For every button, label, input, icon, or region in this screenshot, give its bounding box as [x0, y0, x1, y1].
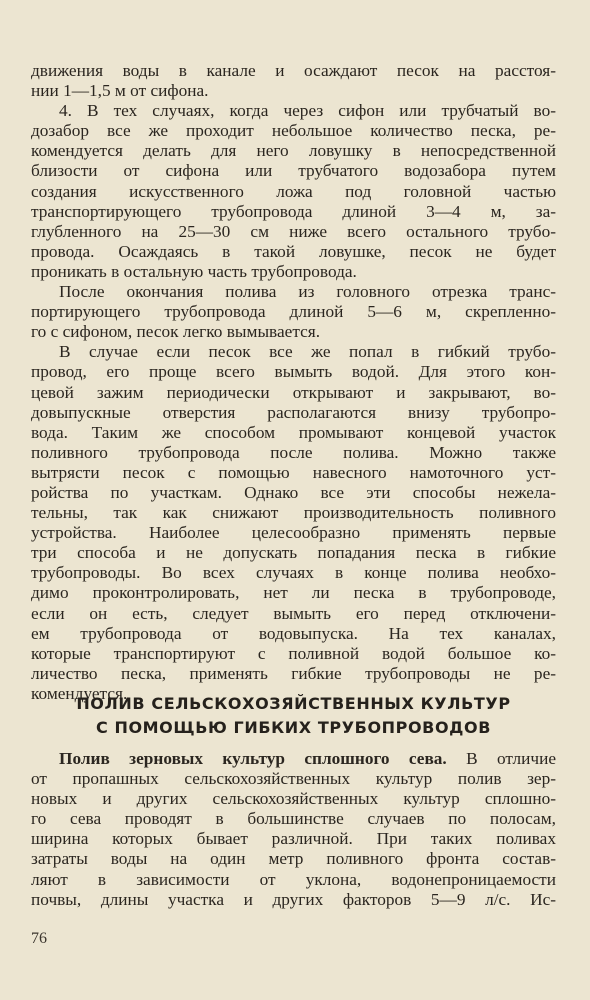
text-line: близости от сифона или трубчатого водозабора путем [31, 161, 556, 181]
paragraph-start-line: После окончания полива из головного отрезка транс- [59, 282, 556, 302]
text-line: нии 1—1,5 м от сифона. [31, 81, 209, 101]
text-line: от пропашных сельскохозяйственных культур полив зер- [31, 769, 556, 789]
text-line: го сева проводят в большинстве случаев по полосам, [31, 809, 556, 829]
text-line: ляют в зависимости от уклона, водонепроницаемости [31, 869, 556, 889]
paragraph-lead-rest: В отличие [446, 749, 556, 768]
text-line: глубленного на 25—30 см ниже всего остального трубо- [31, 221, 556, 241]
text-line: ем трубопровода от водовыпуска. На тех каналах, [31, 623, 556, 643]
text-line: движения воды в канале и осаждают песок на расстоя- [31, 61, 556, 80]
text-line: комендуется делать для него ловушку в непосредственной [31, 141, 556, 161]
body-text [31, 61, 556, 704]
paragraph-start-line: В случае если песок все же попал в гибкий трубо- [59, 342, 556, 362]
page-number: 76 [31, 930, 47, 947]
text-line: го с сифоном, песок легко вымывается. [31, 322, 321, 342]
section-heading-line-2: С ПОМОЩЬЮ ГИБКИХ ТРУБОПРОВОДОВ [95, 718, 492, 737]
section-body-text [31, 749, 556, 910]
text-line: портирующего трубопровода длиной 5—6 м, скрепленно- [31, 302, 556, 322]
text-line: личество песка, применять гибкие трубопроводы не ре- [31, 663, 556, 683]
text-line: затраты воды на один метр поливного фронта состав- [31, 849, 556, 869]
text-line: ширина которых бывает различной. При таких поливах [31, 829, 556, 849]
text-line: трубопроводы. Во всех случаях в конце полива необхо- [31, 563, 556, 583]
text-line: вода. Таким же способом промывают концевой участок [31, 422, 556, 442]
text-line: дозабор все же проходит небольшое количество песка, ре- [31, 121, 556, 141]
section-heading [31, 692, 556, 740]
text-line: если он есть, следует вымыть его перед отключени- [31, 603, 556, 623]
text-line: создания искусственного ложа под головной частью [31, 181, 556, 201]
paragraph-start-line [31, 749, 556, 769]
text-line: тельны, так как снижают производительность поливного [31, 503, 556, 523]
text-line: комендуется. [31, 683, 128, 703]
text-line: новых и других сельскохозяйственных культур сплошно- [31, 789, 556, 809]
text-line: провода. Осаждаясь в такой ловушке, песок не будет [31, 241, 556, 261]
paragraph-lead-title: Полив зерновых культур сплошного сева. [59, 749, 447, 768]
text-line: проникать в остальную часть трубопровода. [31, 261, 357, 281]
text-line: димо проконтролировать, нет ли песка в трубопроводе, [31, 583, 556, 603]
text-line: ройства по участкам. Однако все эти способы нежела- [31, 482, 556, 502]
paragraph-start-line: 4. В тех случаях, когда через сифон или трубчатый во- [59, 101, 556, 121]
text-line: которые транспортируют с поливной водой большое ко- [31, 643, 556, 663]
text-line: провод, его проще всего вымыть водой. Для этого кон- [31, 362, 556, 382]
section-heading-line-1: ПОЛИВ СЕЛЬСКОХОЗЯЙСТВЕННЫХ КУЛЬТУР [76, 694, 511, 713]
text-line: вытрясти песок с помощью навесного намоточного уст- [31, 462, 556, 482]
text-line: устройства. Наиболее целесообразно применять первые [31, 523, 556, 543]
text-line: три способа и не допускать попадания песка в гибкие [31, 543, 556, 563]
text-line: почвы, длины участка и других факторов 5—9 л/с. Ис- [31, 889, 556, 909]
text-line: довыпускные отверстия располагаются внизу трубопро- [31, 402, 556, 422]
text-line: поливного трубопровода после полива. Можно также [31, 442, 556, 462]
text-line: цевой зажим периодически открывают и закрывают, во- [31, 382, 556, 402]
text-line: транспортирующего трубопровода длиной 3—4 м, за- [31, 201, 556, 221]
